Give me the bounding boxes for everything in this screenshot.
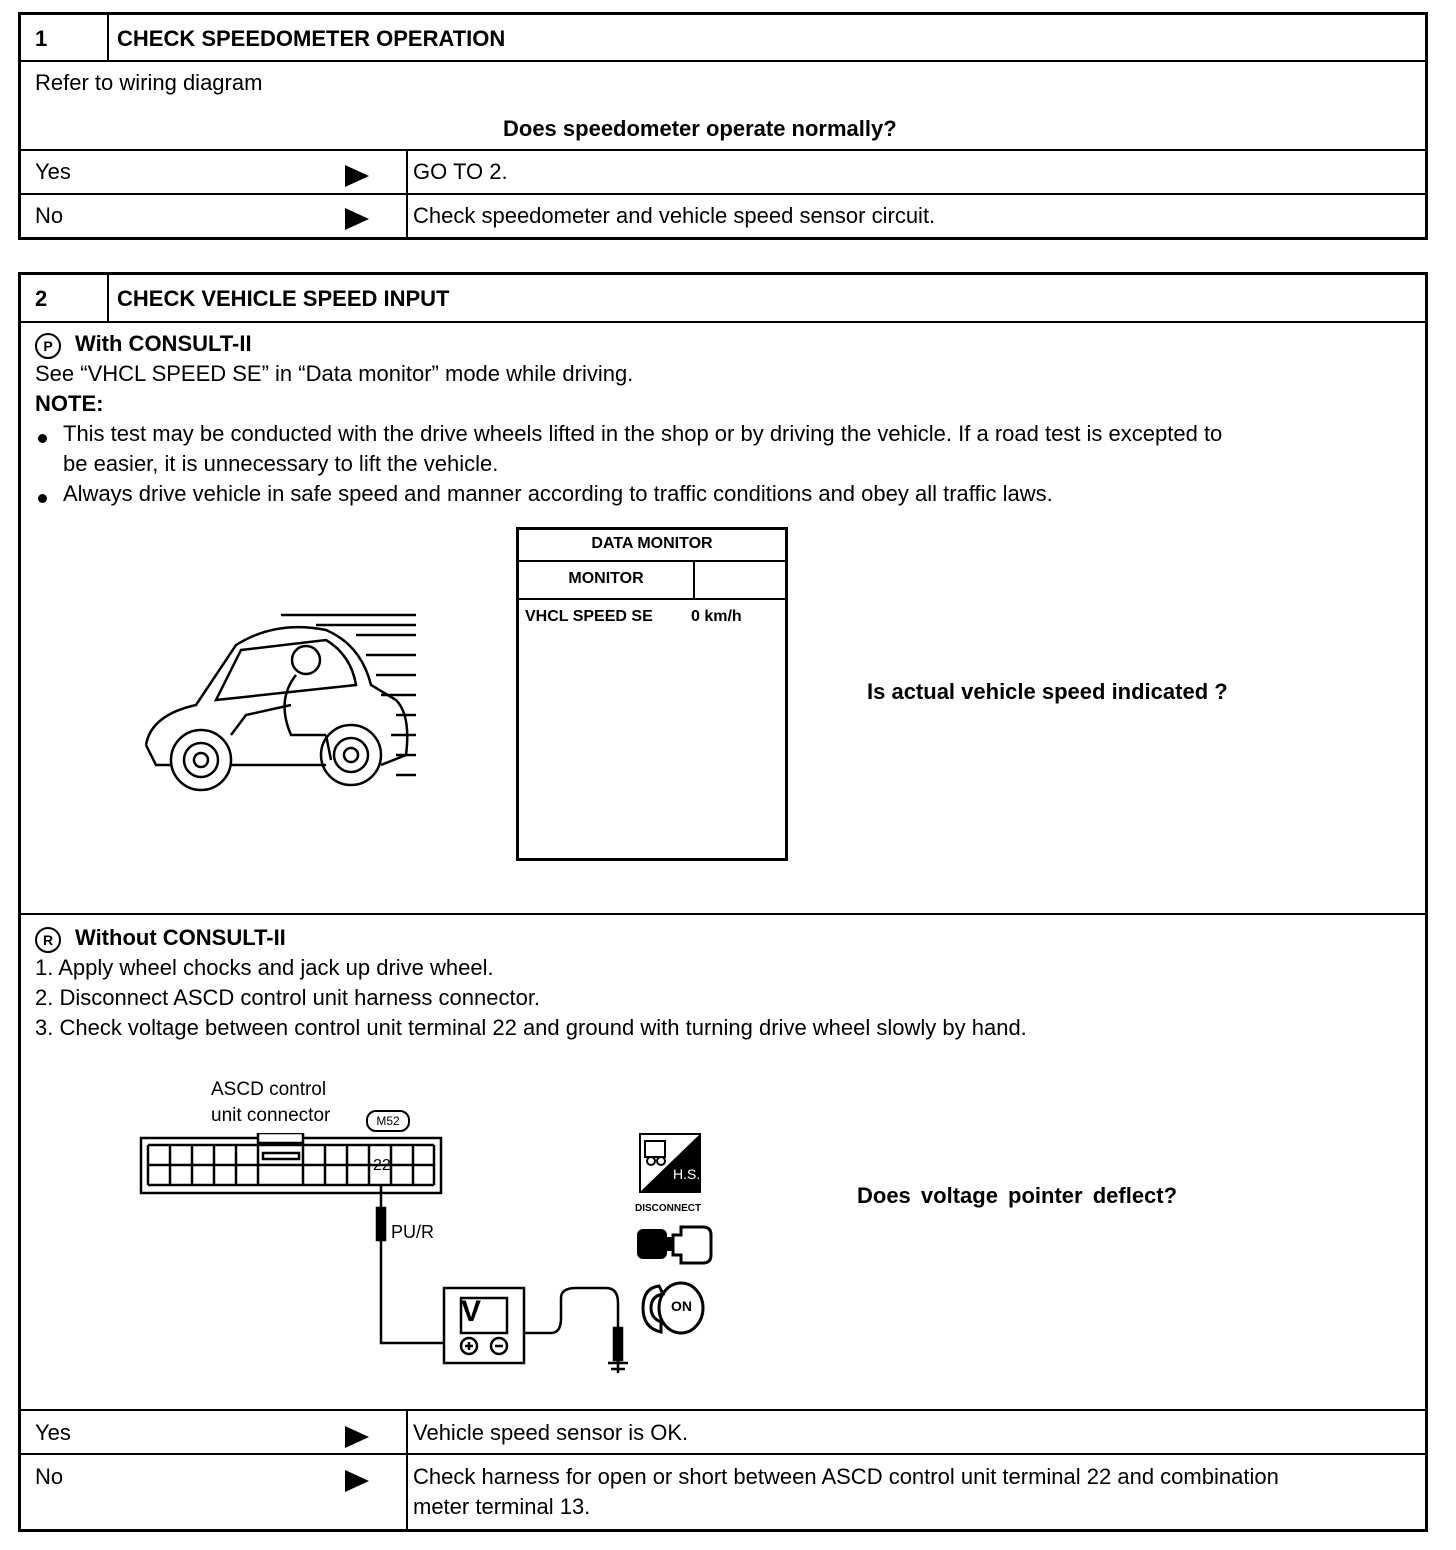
monitor-header: MONITOR [568, 570, 644, 587]
divider [21, 321, 1425, 323]
consult-icon: P [35, 333, 61, 359]
step-number-divider [107, 15, 109, 60]
no-label: No [35, 1464, 64, 1489]
divider [21, 193, 1425, 195]
right-arrow-icon [345, 165, 369, 187]
disconnect-label: DISCONNECT [635, 1203, 702, 1214]
connector-id-badge: M52 [366, 1110, 410, 1132]
question-text: Does speedometer operate normally? [503, 116, 897, 141]
hot-start-icon [639, 1133, 703, 1195]
no-action-line-2: meter terminal 13. [413, 1494, 591, 1519]
consult-question: Is actual vehicle speed indicated ? [867, 679, 1228, 704]
no-consult-icon: R [35, 927, 61, 953]
ignition-on-label: ON [671, 1298, 692, 1314]
note-bullet-1: This test may be conducted with the drive wheels lifted in the shop or by driving the vehicle. If a road test is excepted to [63, 421, 1223, 446]
divider [21, 1453, 1425, 1455]
divider [693, 560, 695, 598]
step-number: 2 [35, 286, 48, 311]
step-number-divider [107, 275, 109, 321]
no-consult-question: Does voltage pointer deflect? [857, 1183, 1178, 1208]
connector-label-line-1: ASCD control [211, 1079, 327, 1100]
consult-instruction: See “VHCL SPEED SE” in “Data monitor” mode while driving. [35, 361, 634, 386]
yes-action: Vehicle speed sensor is OK. [413, 1420, 689, 1445]
wire-color-label: PU/R [391, 1222, 435, 1242]
procedure-step-2: 2. Disconnect ASCD control unit harness connector. [35, 985, 541, 1010]
bullet-icon [38, 434, 47, 443]
step-number: 1 [35, 26, 48, 51]
instruction-text: Refer to wiring diagram [35, 70, 263, 95]
step-title: CHECK VEHICLE SPEED INPUT [117, 286, 450, 311]
divider [519, 560, 785, 562]
result-divider [406, 1409, 408, 1529]
divider [21, 149, 1425, 151]
note-label: NOTE: [35, 391, 104, 416]
step-2-table [18, 272, 1428, 1532]
driver-car-illustration [126, 605, 426, 795]
consult-heading: With CONSULT-II [75, 331, 252, 356]
yes-label: Yes [35, 159, 71, 184]
right-arrow-icon [345, 1470, 369, 1492]
note-bullet-1-cont: be easier, it is unnecessary to lift the vehicle. [63, 451, 499, 476]
right-arrow-icon [345, 1426, 369, 1448]
terminal-number: 22 [373, 1157, 391, 1174]
divider [519, 598, 785, 600]
step-title: CHECK SPEEDOMETER OPERATION [117, 26, 506, 51]
monitor-value: 0 km/h [691, 608, 742, 625]
right-arrow-icon [345, 208, 369, 230]
data-monitor-panel [516, 527, 788, 861]
no-label: No [35, 203, 64, 228]
connector-label-line-2: unit connector [211, 1105, 331, 1126]
data-monitor-title: DATA MONITOR [591, 535, 713, 552]
divider [21, 1409, 1425, 1411]
divider [21, 913, 1425, 915]
no-action: Check speedometer and vehicle speed sensor circuit. [413, 203, 936, 228]
disconnect-connector-icon [633, 1219, 713, 1271]
bullet-icon [38, 494, 47, 503]
note-bullet-2: Always drive vehicle in safe speed and manner according to traffic conditions and obey all traffic laws. [63, 481, 1053, 506]
divider [21, 60, 1425, 62]
yes-label: Yes [35, 1420, 71, 1445]
yes-action: GO TO 2. [413, 159, 508, 184]
no-consult-heading: Without CONSULT-II [75, 925, 286, 950]
procedure-step-3: 3. Check voltage between control unit terminal 22 and ground with turning drive wheel slowly by hand. [35, 1015, 1027, 1040]
voltmeter-symbol: V [461, 1295, 482, 1328]
procedure-step-1: 1. Apply wheel chocks and jack up drive wheel. [35, 955, 494, 980]
monitor-item: VHCL SPEED SE [525, 608, 653, 625]
no-action-line-1: Check harness for open or short between ASCD control unit terminal 22 and combination [413, 1464, 1279, 1489]
step-1-table [18, 12, 1428, 240]
hot-start-label: H.S. [673, 1166, 701, 1182]
